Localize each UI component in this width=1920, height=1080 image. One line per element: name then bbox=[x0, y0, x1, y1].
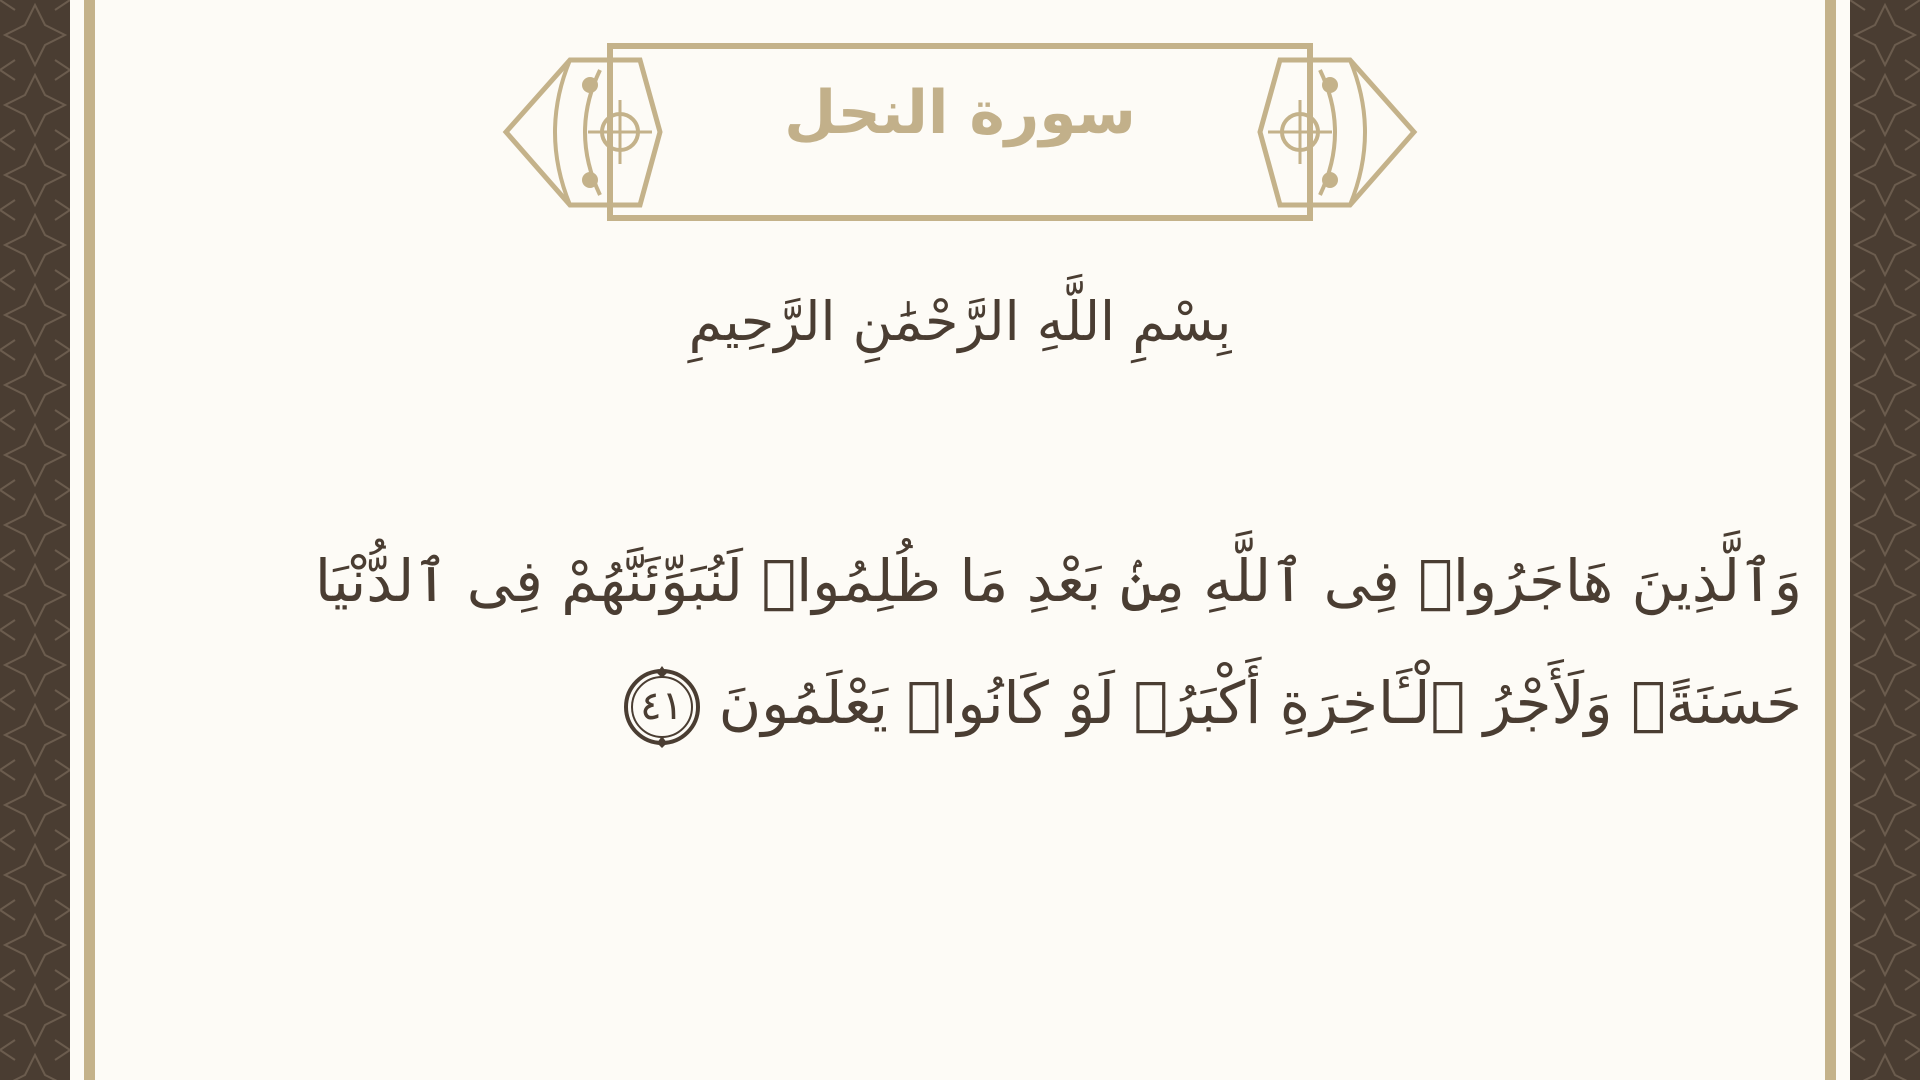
left-ornament-panel bbox=[0, 0, 70, 1080]
verse-line-2-text: حَسَنَةًۖ وَلَأَجْرُ ٱلْـَٔاخِرَةِ أَكْبَرُۚ لَوْ كَانُوا۟ يَعْلَمُونَ bbox=[718, 669, 1802, 737]
left-gold-rule bbox=[84, 0, 95, 1080]
ayah-number: ٤١ bbox=[640, 682, 684, 729]
right-pattern bbox=[1850, 0, 1920, 1080]
right-gold-rule bbox=[1825, 0, 1836, 1080]
right-ornament-panel bbox=[1850, 0, 1920, 1080]
surah-title: سورة النحل bbox=[784, 78, 1136, 148]
ayah-end-marker bbox=[619, 664, 705, 750]
verse-text bbox=[314, 520, 1802, 764]
left-pattern bbox=[0, 0, 70, 1080]
verse-line-2 bbox=[340, 642, 1802, 764]
verse-line-1: وَٱلَّذِينَ هَاجَرُوا۟ فِى ٱللَّهِ مِنۢ بَعْدِ مَا ظُلِمُوا۟ لَنُبَوِّئَنَّهُمْ فِى ٱلدُّنْيَا bbox=[314, 547, 1802, 615]
basmala: بِسْمِ اللَّهِ الرَّحْمَٰنِ الرَّحِيمِ bbox=[688, 290, 1232, 353]
surah-title-frame bbox=[500, 40, 1420, 230]
